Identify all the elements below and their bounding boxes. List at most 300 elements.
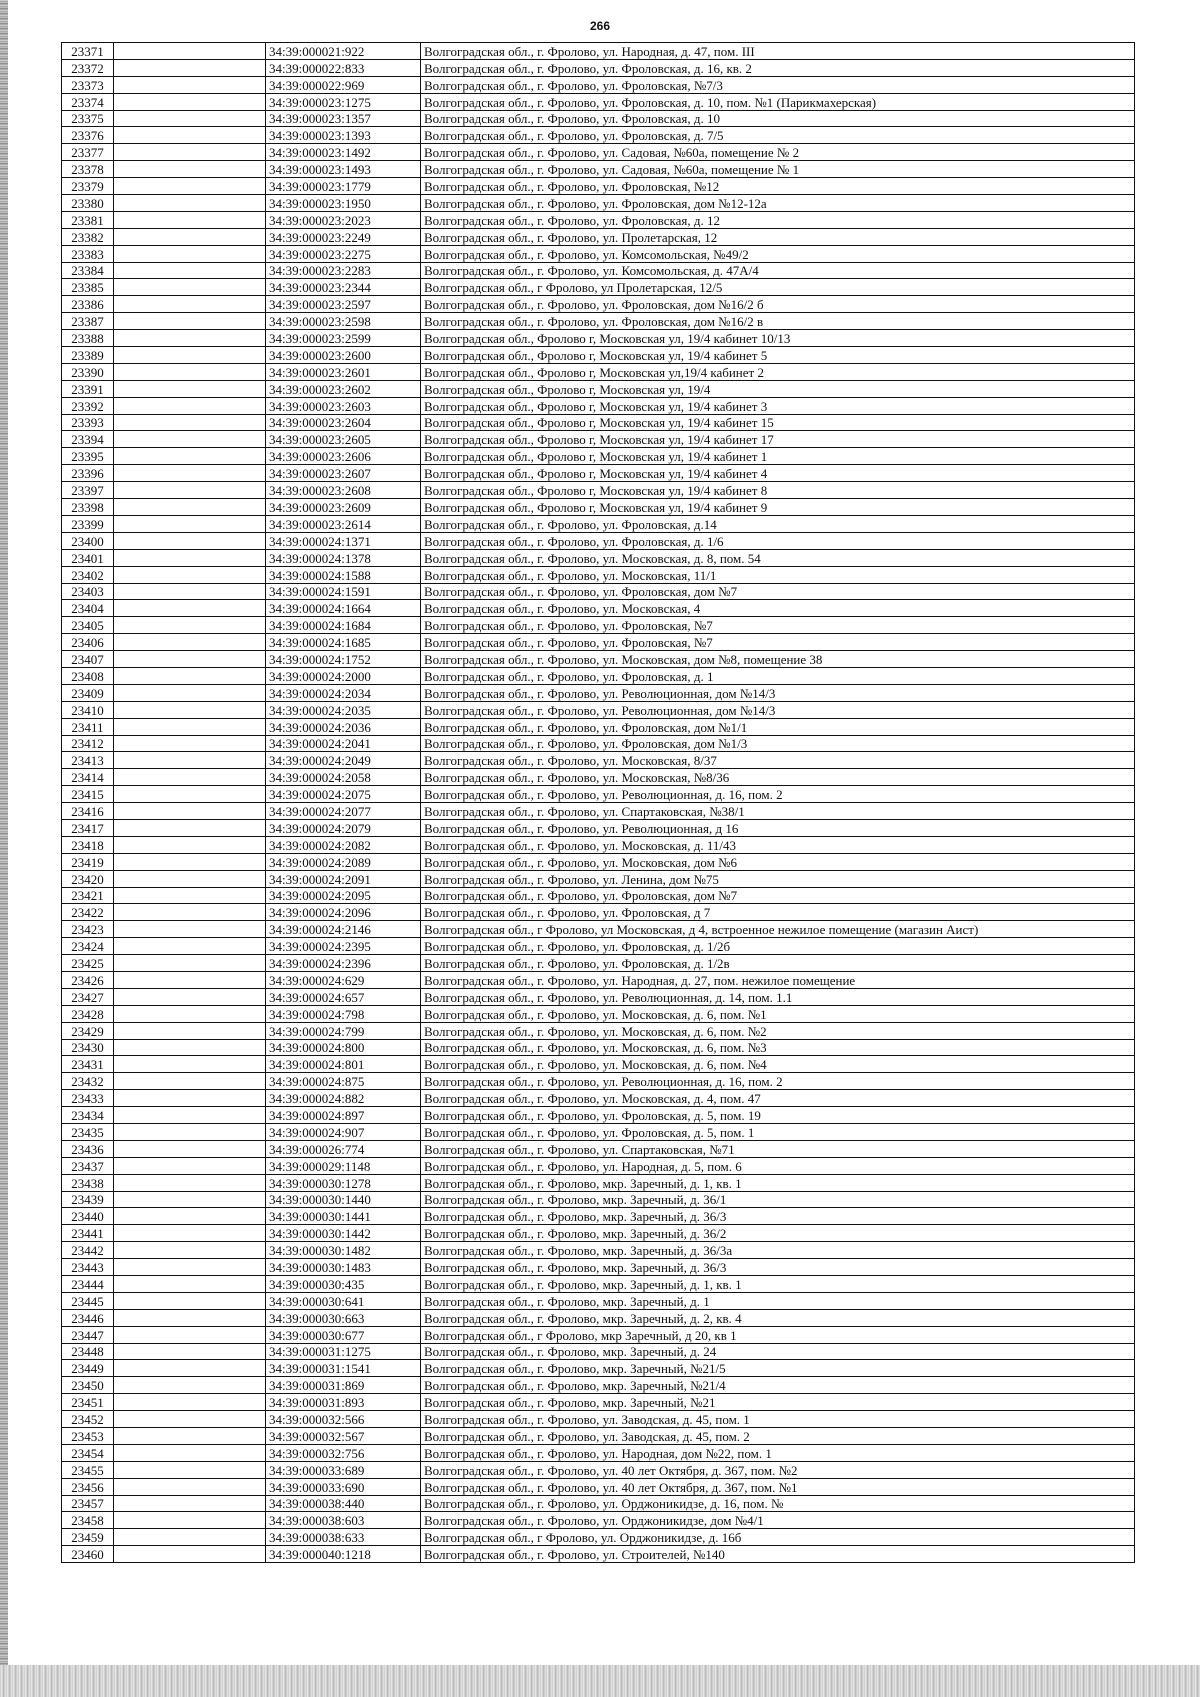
address-cell: Волгоградская обл., Фролово г, Московская ул, 19/4 [421, 380, 1135, 397]
table-row [62, 1157, 1135, 1174]
empty-cell [114, 566, 266, 583]
table-row [62, 76, 1135, 93]
row-number-cell: 23447 [62, 1326, 114, 1343]
address-cell: Волгоградская обл., г. Фролово, ул. Заводская, д. 45, пом. 1 [421, 1411, 1135, 1428]
empty-cell [114, 549, 266, 566]
cadastral-number-cell: 34:39:000024:2082 [266, 836, 421, 853]
empty-cell [114, 1124, 266, 1141]
scan-edge-left [0, 0, 8, 1697]
empty-cell [114, 59, 266, 76]
table-row [62, 971, 1135, 988]
cadastral-number-cell: 34:39:000023:2344 [266, 279, 421, 296]
table-row [62, 1242, 1135, 1259]
cadastral-number-cell: 34:39:000024:1591 [266, 583, 421, 600]
table-row [62, 195, 1135, 212]
cadastral-number-cell: 34:39:000030:1483 [266, 1259, 421, 1276]
cadastral-number-cell: 34:39:000023:2607 [266, 465, 421, 482]
cadastral-number-cell: 34:39:000032:566 [266, 1411, 421, 1428]
address-cell: Волгоградская обл., г. Фролово, ул. Фроловская, д. 16, кв. 2 [421, 59, 1135, 76]
empty-cell [114, 397, 266, 414]
cadastral-number-cell: 34:39:000032:567 [266, 1428, 421, 1445]
address-cell: Волгоградская обл., г. Фролово, ул. Пролетарская, 12 [421, 228, 1135, 245]
cadastral-number-cell: 34:39:000024:875 [266, 1073, 421, 1090]
cadastral-number-cell: 34:39:000024:2035 [266, 701, 421, 718]
row-number-cell: 23425 [62, 955, 114, 972]
address-cell: Волгоградская обл., Фролово г, Московская ул,19/4 кабинет 2 [421, 363, 1135, 380]
table-row [62, 617, 1135, 634]
table-row [62, 482, 1135, 499]
empty-cell [114, 887, 266, 904]
address-cell: Волгоградская обл., г. Фролово, ул. Фроловская, дом №16/2 б [421, 296, 1135, 313]
address-cell: Волгоградская обл., г. Фролово, ул. Московская, д. 6, пом. №1 [421, 1005, 1135, 1022]
address-cell: Волгоградская обл., г. Фролово, ул. 40 лет Октября, д. 367, пом. №1 [421, 1478, 1135, 1495]
table-row [62, 938, 1135, 955]
row-number-cell: 23391 [62, 380, 114, 397]
row-number-cell: 23458 [62, 1512, 114, 1529]
empty-cell [114, 1157, 266, 1174]
empty-cell [114, 178, 266, 195]
row-number-cell: 23386 [62, 296, 114, 313]
address-cell: Волгоградская обл., Фролово г, Московская ул, 19/4 кабинет 10/13 [421, 330, 1135, 347]
scan-edge-bottom [0, 1665, 1200, 1697]
table-row [62, 1461, 1135, 1478]
empty-cell [114, 110, 266, 127]
table-row [62, 397, 1135, 414]
cadastral-number-cell: 34:39:000024:2091 [266, 870, 421, 887]
empty-cell [114, 1343, 266, 1360]
row-number-cell: 23441 [62, 1225, 114, 1242]
address-cell: Волгоградская обл., г. Фролово, ул. Фроловская, д. 1/6 [421, 532, 1135, 549]
address-cell: Волгоградская обл., г. Фролово, ул. Московская, д. 6, пом. №3 [421, 1039, 1135, 1056]
table-row [62, 110, 1135, 127]
row-number-cell: 23399 [62, 515, 114, 532]
row-number-cell: 23455 [62, 1461, 114, 1478]
cadastral-number-cell: 34:39:000038:440 [266, 1495, 421, 1512]
row-number-cell: 23406 [62, 634, 114, 651]
address-cell: Волгоградская обл., Фролово г, Московская ул, 19/4 кабинет 17 [421, 431, 1135, 448]
address-cell: Волгоградская обл., г Фролово, мкр Заречный, д 20, кв 1 [421, 1326, 1135, 1343]
table-row [62, 1039, 1135, 1056]
table-row [62, 515, 1135, 532]
table-row [62, 330, 1135, 347]
cadastral-number-cell: 34:39:000024:1378 [266, 549, 421, 566]
address-cell: Волгоградская обл., г. Фролово, мкр. Заречный, д. 36/2 [421, 1225, 1135, 1242]
empty-cell [114, 1529, 266, 1546]
cadastral-number-cell: 34:39:000033:690 [266, 1478, 421, 1495]
cadastral-number-cell: 34:39:000023:1950 [266, 195, 421, 212]
address-cell: Волгоградская обл., Фролово г, Московская ул, 19/4 кабинет 8 [421, 482, 1135, 499]
table-row [62, 59, 1135, 76]
cadastral-number-cell: 34:39:000024:2146 [266, 921, 421, 938]
table-row [62, 363, 1135, 380]
empty-cell [114, 380, 266, 397]
cadastral-number-cell: 34:39:000024:2089 [266, 853, 421, 870]
table-row [62, 1309, 1135, 1326]
address-cell: Волгоградская обл., г. Фролово, ул. Спартаковская, №71 [421, 1140, 1135, 1157]
row-number-cell: 23426 [62, 971, 114, 988]
cadastral-number-cell: 34:39:000023:1275 [266, 93, 421, 110]
empty-cell [114, 1208, 266, 1225]
row-number-cell: 23433 [62, 1090, 114, 1107]
address-cell: Волгоградская обл., г. Фролово, ул. Московская, дом №6 [421, 853, 1135, 870]
empty-cell [114, 43, 266, 60]
empty-cell [114, 532, 266, 549]
registry-table-body [62, 43, 1135, 1563]
table-row [62, 803, 1135, 820]
cadastral-number-cell: 34:39:000040:1218 [266, 1546, 421, 1563]
table-row [62, 701, 1135, 718]
address-cell: Волгоградская обл., г. Фролово, ул. Орджоникидзе, д. 16, пом. № [421, 1495, 1135, 1512]
empty-cell [114, 1242, 266, 1259]
empty-cell [114, 1309, 266, 1326]
address-cell: Волгоградская обл., г. Фролово, ул. Садовая, №60а, помещение № 1 [421, 161, 1135, 178]
table-row [62, 262, 1135, 279]
address-cell: Волгоградская обл., г. Фролово, ул. Революционная, д. 16, пом. 2 [421, 1073, 1135, 1090]
cadastral-number-cell: 34:39:000022:833 [266, 59, 421, 76]
address-cell: Волгоградская обл., г. Фролово, ул. Орджоникидзе, дом №4/1 [421, 1512, 1135, 1529]
cadastral-number-cell: 34:39:000024:801 [266, 1056, 421, 1073]
table-row [62, 836, 1135, 853]
cadastral-number-cell: 34:39:000030:677 [266, 1326, 421, 1343]
row-number-cell: 23389 [62, 347, 114, 364]
empty-cell [114, 93, 266, 110]
table-row [62, 144, 1135, 161]
row-number-cell: 23445 [62, 1292, 114, 1309]
address-cell: Волгоградская обл., г. Фролово, ул. Фроловская, дом №7 [421, 887, 1135, 904]
address-cell: Волгоградская обл., г. Фролово, мкр. Заречный, д. 1, кв. 1 [421, 1276, 1135, 1293]
table-row [62, 651, 1135, 668]
address-cell: Волгоградская обл., Фролово г, Московская ул, 19/4 кабинет 5 [421, 347, 1135, 364]
empty-cell [114, 769, 266, 786]
cadastral-number-cell: 34:39:000024:1664 [266, 600, 421, 617]
address-cell: Волгоградская обл., г. Фролово, мкр. Заречный, д. 2, кв. 4 [421, 1309, 1135, 1326]
empty-cell [114, 1444, 266, 1461]
table-row [62, 1022, 1135, 1039]
table-row [62, 296, 1135, 313]
cadastral-number-cell: 34:39:000024:2396 [266, 955, 421, 972]
address-cell: Волгоградская обл., г. Фролово, ул. Фроловская, №7 [421, 634, 1135, 651]
table-row [62, 1174, 1135, 1191]
row-number-cell: 23457 [62, 1495, 114, 1512]
cadastral-number-cell: 34:39:000024:2034 [266, 684, 421, 701]
empty-cell [114, 684, 266, 701]
empty-cell [114, 228, 266, 245]
address-cell: Волгоградская обл., г. Фролово, мкр. Заречный, №21/5 [421, 1360, 1135, 1377]
address-cell: Волгоградская обл., г. Фролово, ул. Фроловская, д. 5, пом. 1 [421, 1124, 1135, 1141]
empty-cell [114, 161, 266, 178]
cadastral-number-cell: 34:39:000023:2609 [266, 499, 421, 516]
address-cell: Волгоградская обл., г. Фролово, мкр. Заречный, №21/4 [421, 1377, 1135, 1394]
address-cell: Волгоградская обл., г. Фролово, ул. Московская, дом №8, помещение 38 [421, 651, 1135, 668]
cadastral-number-cell: 34:39:000029:1148 [266, 1157, 421, 1174]
cadastral-number-cell: 34:39:000030:435 [266, 1276, 421, 1293]
address-cell: Волгоградская обл., г. Фролово, ул. Московская, д. 4, пом. 47 [421, 1090, 1135, 1107]
table-row [62, 1411, 1135, 1428]
empty-cell [114, 735, 266, 752]
row-number-cell: 23382 [62, 228, 114, 245]
empty-cell [114, 1174, 266, 1191]
row-number-cell: 23454 [62, 1444, 114, 1461]
table-row [62, 1073, 1135, 1090]
cadastral-number-cell: 34:39:000023:1492 [266, 144, 421, 161]
table-row [62, 583, 1135, 600]
row-number-cell: 23435 [62, 1124, 114, 1141]
cadastral-number-cell: 34:39:000030:1440 [266, 1191, 421, 1208]
address-cell: Волгоградская обл., г. Фролово, ул. Фроловская, д. 7/5 [421, 127, 1135, 144]
row-number-cell: 23442 [62, 1242, 114, 1259]
cadastral-number-cell: 34:39:000030:1278 [266, 1174, 421, 1191]
row-number-cell: 23456 [62, 1478, 114, 1495]
row-number-cell: 23414 [62, 769, 114, 786]
address-cell: Волгоградская обл., Фролово г, Московская ул, 19/4 кабинет 9 [421, 499, 1135, 516]
table-row [62, 549, 1135, 566]
empty-cell [114, 414, 266, 431]
row-number-cell: 23440 [62, 1208, 114, 1225]
page-number: 266 [589, 19, 611, 33]
empty-cell [114, 1191, 266, 1208]
empty-cell [114, 1292, 266, 1309]
address-cell: Волгоградская обл., г. Фролово, ул. Революционная, д. 14, пом. 1.1 [421, 988, 1135, 1005]
empty-cell [114, 651, 266, 668]
cadastral-number-cell: 34:39:000022:969 [266, 76, 421, 93]
row-number-cell: 23398 [62, 499, 114, 516]
empty-cell [114, 262, 266, 279]
empty-cell [114, 904, 266, 921]
cadastral-number-cell: 34:39:000024:2058 [266, 769, 421, 786]
cadastral-number-cell: 34:39:000024:798 [266, 1005, 421, 1022]
address-cell: Волгоградская обл., г. Фролово, мкр. Заречный, д. 1 [421, 1292, 1135, 1309]
cadastral-number-cell: 34:39:000023:2023 [266, 211, 421, 228]
table-row [62, 634, 1135, 651]
table-row [62, 127, 1135, 144]
empty-cell [114, 1225, 266, 1242]
address-cell: Волгоградская обл., г. Фролово, ул. 40 лет Октября, д. 367, пом. №2 [421, 1461, 1135, 1478]
table-row [62, 178, 1135, 195]
row-number-cell: 23383 [62, 245, 114, 262]
row-number-cell: 23421 [62, 887, 114, 904]
table-row [62, 245, 1135, 262]
row-number-cell: 23450 [62, 1377, 114, 1394]
address-cell: Волгоградская обл., г. Фролово, ул. Народная, дом №22, пом. 1 [421, 1444, 1135, 1461]
empty-cell [114, 499, 266, 516]
address-cell: Волгоградская обл., г. Фролово, ул. Московская, д. 8, пом. 54 [421, 549, 1135, 566]
row-number-cell: 23446 [62, 1309, 114, 1326]
row-number-cell: 23415 [62, 786, 114, 803]
row-number-cell: 23401 [62, 549, 114, 566]
row-number-cell: 23439 [62, 1191, 114, 1208]
table-row [62, 1259, 1135, 1276]
empty-cell [114, 211, 266, 228]
empty-cell [114, 1073, 266, 1090]
cadastral-number-cell: 34:39:000024:1588 [266, 566, 421, 583]
cadastral-number-cell: 34:39:000024:2395 [266, 938, 421, 955]
address-cell: Волгоградская обл., г Фролово, ул Пролетарская, 12/5 [421, 279, 1135, 296]
row-number-cell: 23460 [62, 1546, 114, 1563]
address-cell: Волгоградская обл., г. Фролово, ул. Садовая, №60а, помещение № 2 [421, 144, 1135, 161]
row-number-cell: 23405 [62, 617, 114, 634]
table-row [62, 1495, 1135, 1512]
row-number-cell: 23372 [62, 59, 114, 76]
address-cell: Волгоградская обл., г. Фролово, ул. Фроловская, №7 [421, 617, 1135, 634]
row-number-cell: 23428 [62, 1005, 114, 1022]
address-cell: Волгоградская обл., г. Фролово, ул. Революционная, дом №14/3 [421, 701, 1135, 718]
address-cell: Волгоградская обл., г. Фролово, ул. Московская, д. 6, пом. №4 [421, 1056, 1135, 1073]
empty-cell [114, 363, 266, 380]
cadastral-number-cell: 34:39:000023:2605 [266, 431, 421, 448]
empty-cell [114, 1090, 266, 1107]
address-cell: Волгоградская обл., г. Фролово, ул. Московская, 4 [421, 600, 1135, 617]
row-number-cell: 23424 [62, 938, 114, 955]
row-number-cell: 23459 [62, 1529, 114, 1546]
empty-cell [114, 279, 266, 296]
table-row [62, 347, 1135, 364]
empty-cell [114, 127, 266, 144]
empty-cell [114, 718, 266, 735]
row-number-cell: 23384 [62, 262, 114, 279]
empty-cell [114, 1360, 266, 1377]
table-row [62, 752, 1135, 769]
cadastral-number-cell: 34:39:000023:2283 [266, 262, 421, 279]
address-cell: Волгоградская обл., г. Фролово, ул. Народная, д. 47, пом. III [421, 43, 1135, 60]
cadastral-number-cell: 34:39:000024:2096 [266, 904, 421, 921]
address-cell: Волгоградская обл., г. Фролово, ул. Фроловская, д. 1/2б [421, 938, 1135, 955]
table-row [62, 380, 1135, 397]
empty-cell [114, 1495, 266, 1512]
row-number-cell: 23418 [62, 836, 114, 853]
empty-cell [114, 617, 266, 634]
empty-cell [114, 448, 266, 465]
table-row [62, 1529, 1135, 1546]
table-row [62, 1292, 1135, 1309]
empty-cell [114, 245, 266, 262]
cadastral-number-cell: 34:39:000023:1393 [266, 127, 421, 144]
table-row [62, 1276, 1135, 1293]
address-cell: Волгоградская обл., Фролово г, Московская ул, 19/4 кабинет 3 [421, 397, 1135, 414]
table-row [62, 1377, 1135, 1394]
table-row [62, 532, 1135, 549]
empty-cell [114, 1428, 266, 1445]
address-cell: Волгоградская обл., Фролово г, Московская ул, 19/4 кабинет 1 [421, 448, 1135, 465]
address-cell: Волгоградская обл., г. Фролово, ул. Народная, д. 5, пом. 6 [421, 1157, 1135, 1174]
empty-cell [114, 1259, 266, 1276]
table-row [62, 955, 1135, 972]
registry-table [61, 42, 1135, 1563]
cadastral-number-cell: 34:39:000023:2599 [266, 330, 421, 347]
table-row [62, 1428, 1135, 1445]
row-number-cell: 23444 [62, 1276, 114, 1293]
table-row [62, 211, 1135, 228]
empty-cell [114, 1377, 266, 1394]
row-number-cell: 23423 [62, 921, 114, 938]
address-cell: Волгоградская обл., г. Фролово, мкр. Заречный, д. 1, кв. 1 [421, 1174, 1135, 1191]
address-cell: Волгоградская обл., г. Фролово, ул. Фроловская, дом №16/2 в [421, 313, 1135, 330]
cadastral-number-cell: 34:39:000031:869 [266, 1377, 421, 1394]
cadastral-number-cell: 34:39:000024:657 [266, 988, 421, 1005]
table-row [62, 853, 1135, 870]
empty-cell [114, 1107, 266, 1124]
cadastral-number-cell: 34:39:000026:774 [266, 1140, 421, 1157]
cadastral-number-cell: 34:39:000024:2077 [266, 803, 421, 820]
empty-cell [114, 836, 266, 853]
row-number-cell: 23380 [62, 195, 114, 212]
row-number-cell: 23403 [62, 583, 114, 600]
cadastral-number-cell: 34:39:000024:800 [266, 1039, 421, 1056]
table-row [62, 1343, 1135, 1360]
table-row [62, 1512, 1135, 1529]
table-row [62, 769, 1135, 786]
row-number-cell: 23376 [62, 127, 114, 144]
address-cell: Волгоградская обл., г. Фролово, ул. Московская, д. 11/43 [421, 836, 1135, 853]
row-number-cell: 23412 [62, 735, 114, 752]
table-row [62, 735, 1135, 752]
table-row [62, 904, 1135, 921]
empty-cell [114, 515, 266, 532]
row-number-cell: 23430 [62, 1039, 114, 1056]
table-row [62, 887, 1135, 904]
empty-cell [114, 347, 266, 364]
table-row [62, 1005, 1135, 1022]
empty-cell [114, 482, 266, 499]
row-number-cell: 23394 [62, 431, 114, 448]
row-number-cell: 23408 [62, 667, 114, 684]
empty-cell [114, 921, 266, 938]
row-number-cell: 23385 [62, 279, 114, 296]
row-number-cell: 23409 [62, 684, 114, 701]
empty-cell [114, 465, 266, 482]
address-cell: Волгоградская обл., г. Фролово, ул. Заводская, д. 45, пом. 2 [421, 1428, 1135, 1445]
address-cell: Волгоградская обл., г. Фролово, ул. Фроловская, д. 1 [421, 667, 1135, 684]
cadastral-number-cell: 34:39:000023:2600 [266, 347, 421, 364]
table-row [62, 566, 1135, 583]
address-cell: Волгоградская обл., г. Фролово, ул. Революционная, д. 16, пом. 2 [421, 786, 1135, 803]
empty-cell [114, 752, 266, 769]
cadastral-number-cell: 34:39:000023:2602 [266, 380, 421, 397]
cadastral-number-cell: 34:39:000024:1752 [266, 651, 421, 668]
address-cell: Волгоградская обл., г. Фролово, мкр. Заречный, №21 [421, 1394, 1135, 1411]
cadastral-number-cell: 34:39:000024:2000 [266, 667, 421, 684]
cadastral-number-cell: 34:39:000038:633 [266, 1529, 421, 1546]
row-number-cell: 23402 [62, 566, 114, 583]
empty-cell [114, 600, 266, 617]
table-row [62, 1225, 1135, 1242]
address-cell: Волгоградская обл., Фролово г, Московская ул, 19/4 кабинет 15 [421, 414, 1135, 431]
address-cell: Волгоградская обл., г. Фролово, ул. Революционная, дом №14/3 [421, 684, 1135, 701]
cadastral-number-cell: 34:39:000024:2079 [266, 819, 421, 836]
cadastral-number-cell: 34:39:000031:1275 [266, 1343, 421, 1360]
row-number-cell: 23371 [62, 43, 114, 60]
address-cell: Волгоградская обл., г. Фролово, ул. Строителей, №140 [421, 1546, 1135, 1563]
empty-cell [114, 938, 266, 955]
address-cell: Волгоградская обл., г. Фролово, ул. Революционная, д 16 [421, 819, 1135, 836]
empty-cell [114, 1411, 266, 1428]
empty-cell [114, 76, 266, 93]
address-cell: Волгоградская обл., г. Фролово, ул. Московская, 11/1 [421, 566, 1135, 583]
table-row [62, 431, 1135, 448]
empty-cell [114, 1022, 266, 1039]
table-row [62, 313, 1135, 330]
empty-cell [114, 431, 266, 448]
empty-cell [114, 786, 266, 803]
address-cell: Волгоградская обл., г. Фролово, мкр. Заречный, д. 24 [421, 1343, 1135, 1360]
row-number-cell: 23420 [62, 870, 114, 887]
table-row [62, 786, 1135, 803]
row-number-cell: 23404 [62, 600, 114, 617]
table-row [62, 228, 1135, 245]
table-row [62, 718, 1135, 735]
row-number-cell: 23436 [62, 1140, 114, 1157]
row-number-cell: 23453 [62, 1428, 114, 1445]
empty-cell [114, 1056, 266, 1073]
